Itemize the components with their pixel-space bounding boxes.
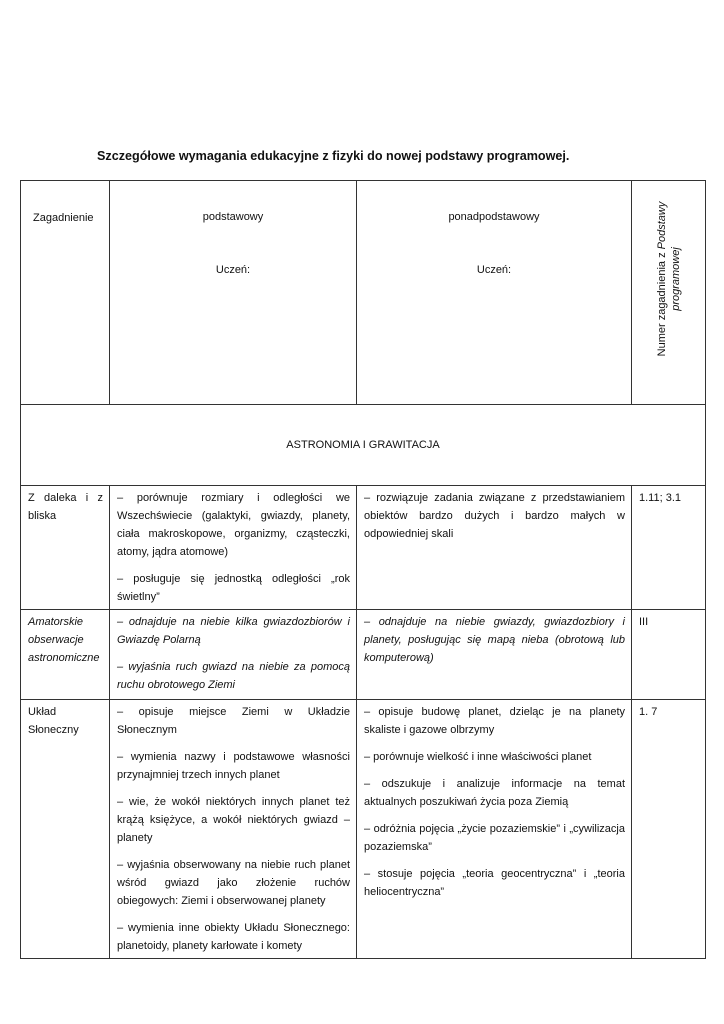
header-basic-level: podstawowy — [202, 211, 264, 223]
topic-cell: Z daleka i z bliska — [21, 486, 110, 610]
basic-cell: – opisuje miejsce Ziemi w Układzie Słonecznym – wymienia nazwy i podstawowe własności przynajmniej trzech innych planet – wie, że wokół niektórych innych planet też krążą księżyce, a wokół niektórych gwiazd – planety – wyjaśnia obserwowany na niebie ruch planet wśród gwiazd jako złożenie ruchów obiegowych: Ziemi i obserwowanej planety – wymienia inne obiekty Układu Słonecznego: planetoidy, planety karłowate i komety — [110, 700, 357, 959]
header-basic-sub: Uczeń: — [215, 264, 251, 276]
section-title: ASTRONOMIA I GRAWITACJA — [21, 405, 706, 486]
header-number — [632, 181, 706, 405]
number-cell: III — [632, 610, 706, 700]
number-cell: 1. 7 — [632, 700, 706, 959]
header-advanced — [357, 181, 632, 405]
advanced-cell: – odnajduje na niebie gwiazdy, gwiazdozbiory i planety, posługując się mapą nieba (obrotową lub komputerową) — [357, 610, 632, 700]
header-number-label: Numer zagadnienia z Podstawy programowej — [655, 201, 682, 356]
header-basic — [110, 181, 357, 405]
table-row — [21, 610, 706, 700]
section-row — [21, 405, 706, 486]
requirements-table — [20, 180, 706, 959]
advanced-cell: – rozwiązuje zadania związane z przedstawianiem obiektów bardzo dużych i bardzo małych w odpowiedniej skali — [357, 486, 632, 610]
header-row — [21, 181, 706, 405]
topic-cell: Układ Słoneczny — [21, 700, 110, 959]
advanced-cell: – opisuje budowę planet, dzieląc je na planety skaliste i gazowe olbrzymy – porównuje wielkość i inne właściwości planet – odszukuje i analizuje informacje na temat aktualnych poszukiwań życia poza Ziemią – odróżnia pojęcia „życie pozaziemskie” i „cywilizacja pozaziemska” – stosuje pojęcia „teoria geocentryczna” i „teoria heliocentryczna” — [357, 700, 632, 959]
number-cell: 1.11; 3.1 — [632, 486, 706, 610]
header-topic: Zagadnienie — [21, 181, 110, 405]
basic-cell: – porównuje rozmiary i odległości we Wszechświecie (galaktyki, gwiazdy, planety, ciała makroskopowe, organizmy, cząsteczki, atomy, jądra atomowe) – posługuje się jednostką odległości „rok świetlny” — [110, 486, 357, 610]
page-title: Szczegółowe wymagania edukacyjne z fizyki do nowej podstawy programowej. — [97, 149, 570, 163]
table-row — [21, 486, 706, 610]
topic-cell: Amatorskie obserwacje astronomiczne — [21, 610, 110, 700]
header-advanced-level: ponadpodstawowy — [448, 211, 540, 223]
header-advanced-sub: Uczeń: — [476, 264, 512, 276]
basic-cell: – odnajduje na niebie kilka gwiazdozbiorów i Gwiazdę Polarną – wyjaśnia ruch gwiazd na niebie za pomocą ruchu obrotowego Ziemi — [110, 610, 357, 700]
table-row — [21, 700, 706, 959]
